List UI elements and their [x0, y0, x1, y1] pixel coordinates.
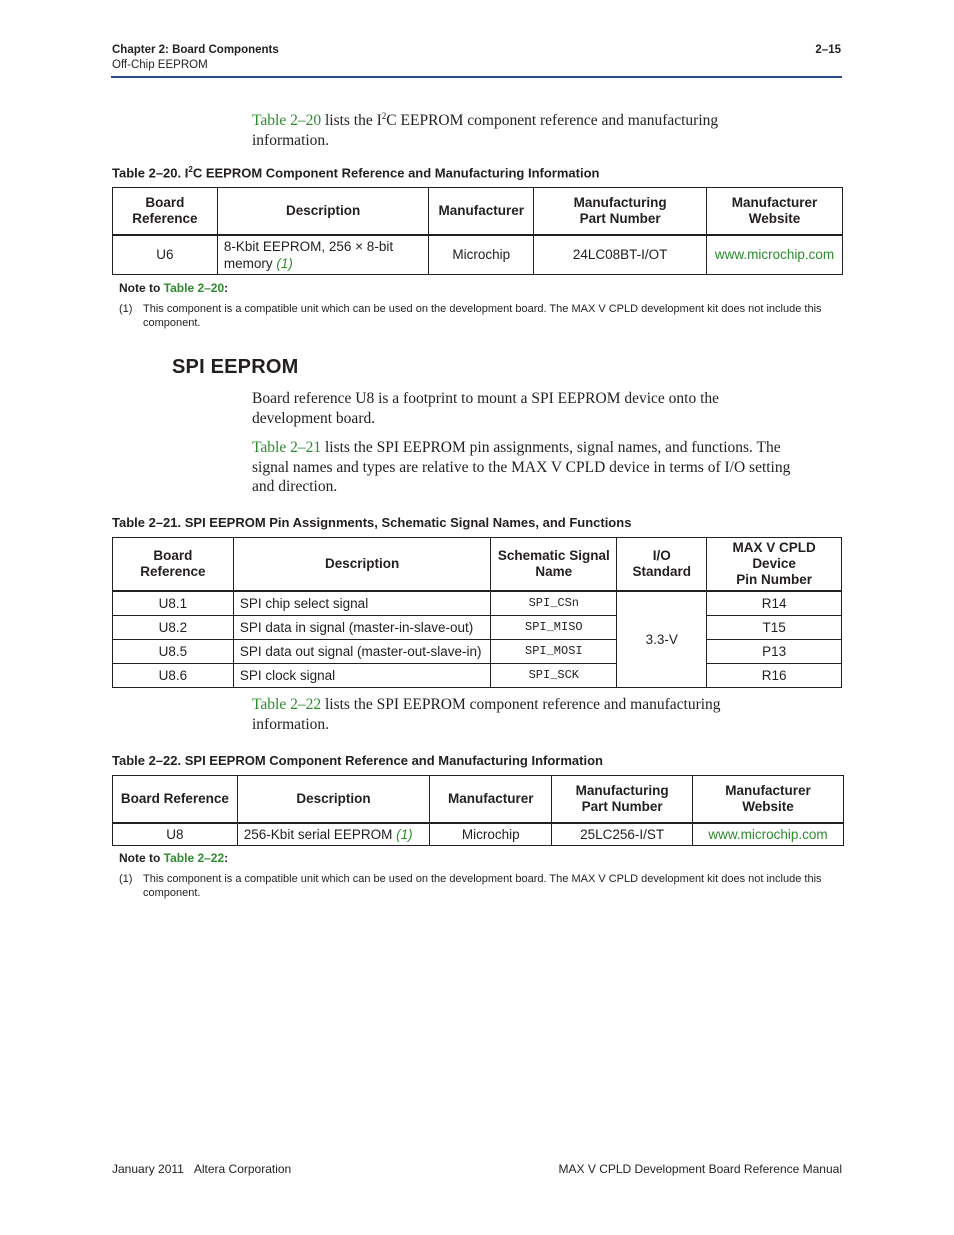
col-header-board-reference: Board Reference [113, 188, 218, 235]
table-row [113, 615, 842, 639]
footnote-ref-link[interactable]: (1) [396, 826, 413, 842]
footer-company: Altera Corporation [193, 1162, 292, 1176]
table-2-22-caption: Table 2–22. SPI EEPROM Component Reference and Manufacturing Information [112, 753, 603, 768]
cell-description: SPI clock signal [233, 663, 491, 687]
cell-ref: U8.5 [113, 639, 234, 663]
table-2-20-note: Note to Table 2–20: [119, 281, 229, 295]
footnote-text: This component is a compatible unit which can be used on the development board. The MAX V CPLD development kit does not include this component. [143, 873, 822, 899]
spi-paragraph-1: Board reference U8 is a footprint to mount a SPI EEPROM device onto the development board. [252, 390, 720, 427]
cell-pin: R14 [707, 591, 842, 615]
cell-ref: U8.6 [113, 663, 234, 687]
col-header-pin-number: MAX V CPLD Device Pin Number [707, 538, 842, 592]
col-header-signal-name: Schematic Signal Name [491, 538, 617, 592]
cell-ref: U8 [113, 823, 238, 846]
table-2-20-note-link[interactable]: Table 2–20 [163, 281, 225, 295]
cell-description: SPI data in signal (master-in-slave-out) [233, 615, 491, 639]
cell-signal: SPI_SCK [491, 663, 617, 687]
col-header-description: Description [237, 776, 430, 823]
cell-io-standard: 3.3-V [617, 591, 707, 687]
manufacturer-website-link[interactable]: www.microchip.com [693, 823, 844, 846]
table-2-22-link[interactable]: Table 2–22 [252, 696, 322, 713]
col-header-board-reference: Board Reference [113, 776, 238, 823]
cell-ref: U8.2 [113, 615, 234, 639]
table-2-22 [112, 775, 844, 846]
footnote-number: (1) [119, 873, 133, 885]
table-2-20-link[interactable]: Table 2–20 [252, 112, 322, 130]
cell-pin: T15 [707, 615, 842, 639]
cell-description: 8-Kbit EEPROM, 256 × 8-bit memory (1) [217, 235, 428, 275]
table-row [113, 663, 842, 687]
table-2-20-caption: Table 2–20. $I^2C$ EEPROM Component Reference and Manufacturing Information [112, 165, 600, 181]
cell-description: SPI chip select signal [233, 591, 491, 615]
cell-pin: R16 [707, 663, 842, 687]
intro-paragraph-3: Table 2–22 lists the SPI EEPROM component reference and manufacturing information. [252, 696, 721, 733]
cell-description: 256-Kbit serial EEPROM (1) [237, 823, 430, 846]
table-row [113, 639, 842, 663]
cell-pin: P13 [707, 639, 842, 663]
cell-signal: SPI_CSn [491, 591, 617, 615]
table-row [113, 235, 843, 275]
table-2-21-link[interactable]: Table 2–21 [252, 439, 322, 456]
col-header-board-reference: Board Reference [113, 538, 234, 592]
cell-ref: U6 [113, 235, 218, 275]
col-header-part-number: Manufacturing Part Number [534, 188, 707, 235]
cell-part-number: 25LC256-I/ST [552, 823, 693, 846]
footnote-ref-link[interactable]: (1) [276, 255, 293, 271]
page-number: 2–15 [815, 44, 841, 56]
table-row [113, 591, 842, 615]
table-2-21-caption: Table 2–21. SPI EEPROM Pin Assignments, Schematic Signal Names, and Functions [112, 515, 632, 530]
intro-paragraph-1: Table 2–20 lists the $I^2C$ EEPROM component reference and manufacturing information. [252, 111, 719, 149]
manufacturer-website-link[interactable]: www.microchip.com [707, 235, 843, 275]
running-header-chapter: Chapter 2: Board Components [112, 44, 279, 56]
table-2-22-note-link[interactable]: Table 2–22 [163, 851, 225, 865]
footnote-text: This component is a compatible unit which can be used on the development board. The MAX V CPLD development kit does not include this component. [143, 303, 822, 329]
cell-ref: U8.1 [113, 591, 234, 615]
col-header-io-standard: I/O Standard [617, 538, 707, 592]
col-header-website: Manufacturer Website [693, 776, 844, 823]
cell-part-number: 24LC08BT-I/OT [534, 235, 707, 275]
footer-date: January 2011 [112, 1162, 184, 1176]
cell-signal: SPI_MOSI [491, 639, 617, 663]
section-heading-spi-eeprom: SPI EEPROM [172, 356, 299, 378]
cell-manufacturer: Microchip [430, 823, 552, 846]
table-2-20 [112, 187, 843, 275]
footnote-number: (1) [119, 303, 133, 315]
cell-description: SPI data out signal (master-out-slave-in) [233, 639, 491, 663]
spi-paragraph-2: Table 2–21 lists the SPI EEPROM pin assignments, signal names, and functions. The signal names and types are relative to the MAX V CPLD device in terms of I/O setting and direction. [252, 439, 791, 495]
footer-manual-title: MAX V CPLD Development Board Reference Manual [558, 1162, 842, 1176]
running-header-section: Off-Chip EEPROM [112, 59, 208, 71]
header-rule [111, 76, 842, 78]
cell-manufacturer: Microchip [429, 235, 534, 275]
col-header-manufacturer: Manufacturer [430, 776, 552, 823]
footer-left [112, 1162, 291, 1176]
col-header-description: Description [233, 538, 491, 592]
table-2-21 [112, 537, 842, 688]
cell-signal: SPI_MISO [491, 615, 617, 639]
table-2-22-note: Note to Table 2–22: [119, 851, 229, 865]
col-header-manufacturer: Manufacturer [429, 188, 534, 235]
col-header-description: Description [217, 188, 428, 235]
table-row [113, 823, 844, 846]
col-header-part-number: Manufacturing Part Number [552, 776, 693, 823]
col-header-website: Manufacturer Website [707, 188, 843, 235]
